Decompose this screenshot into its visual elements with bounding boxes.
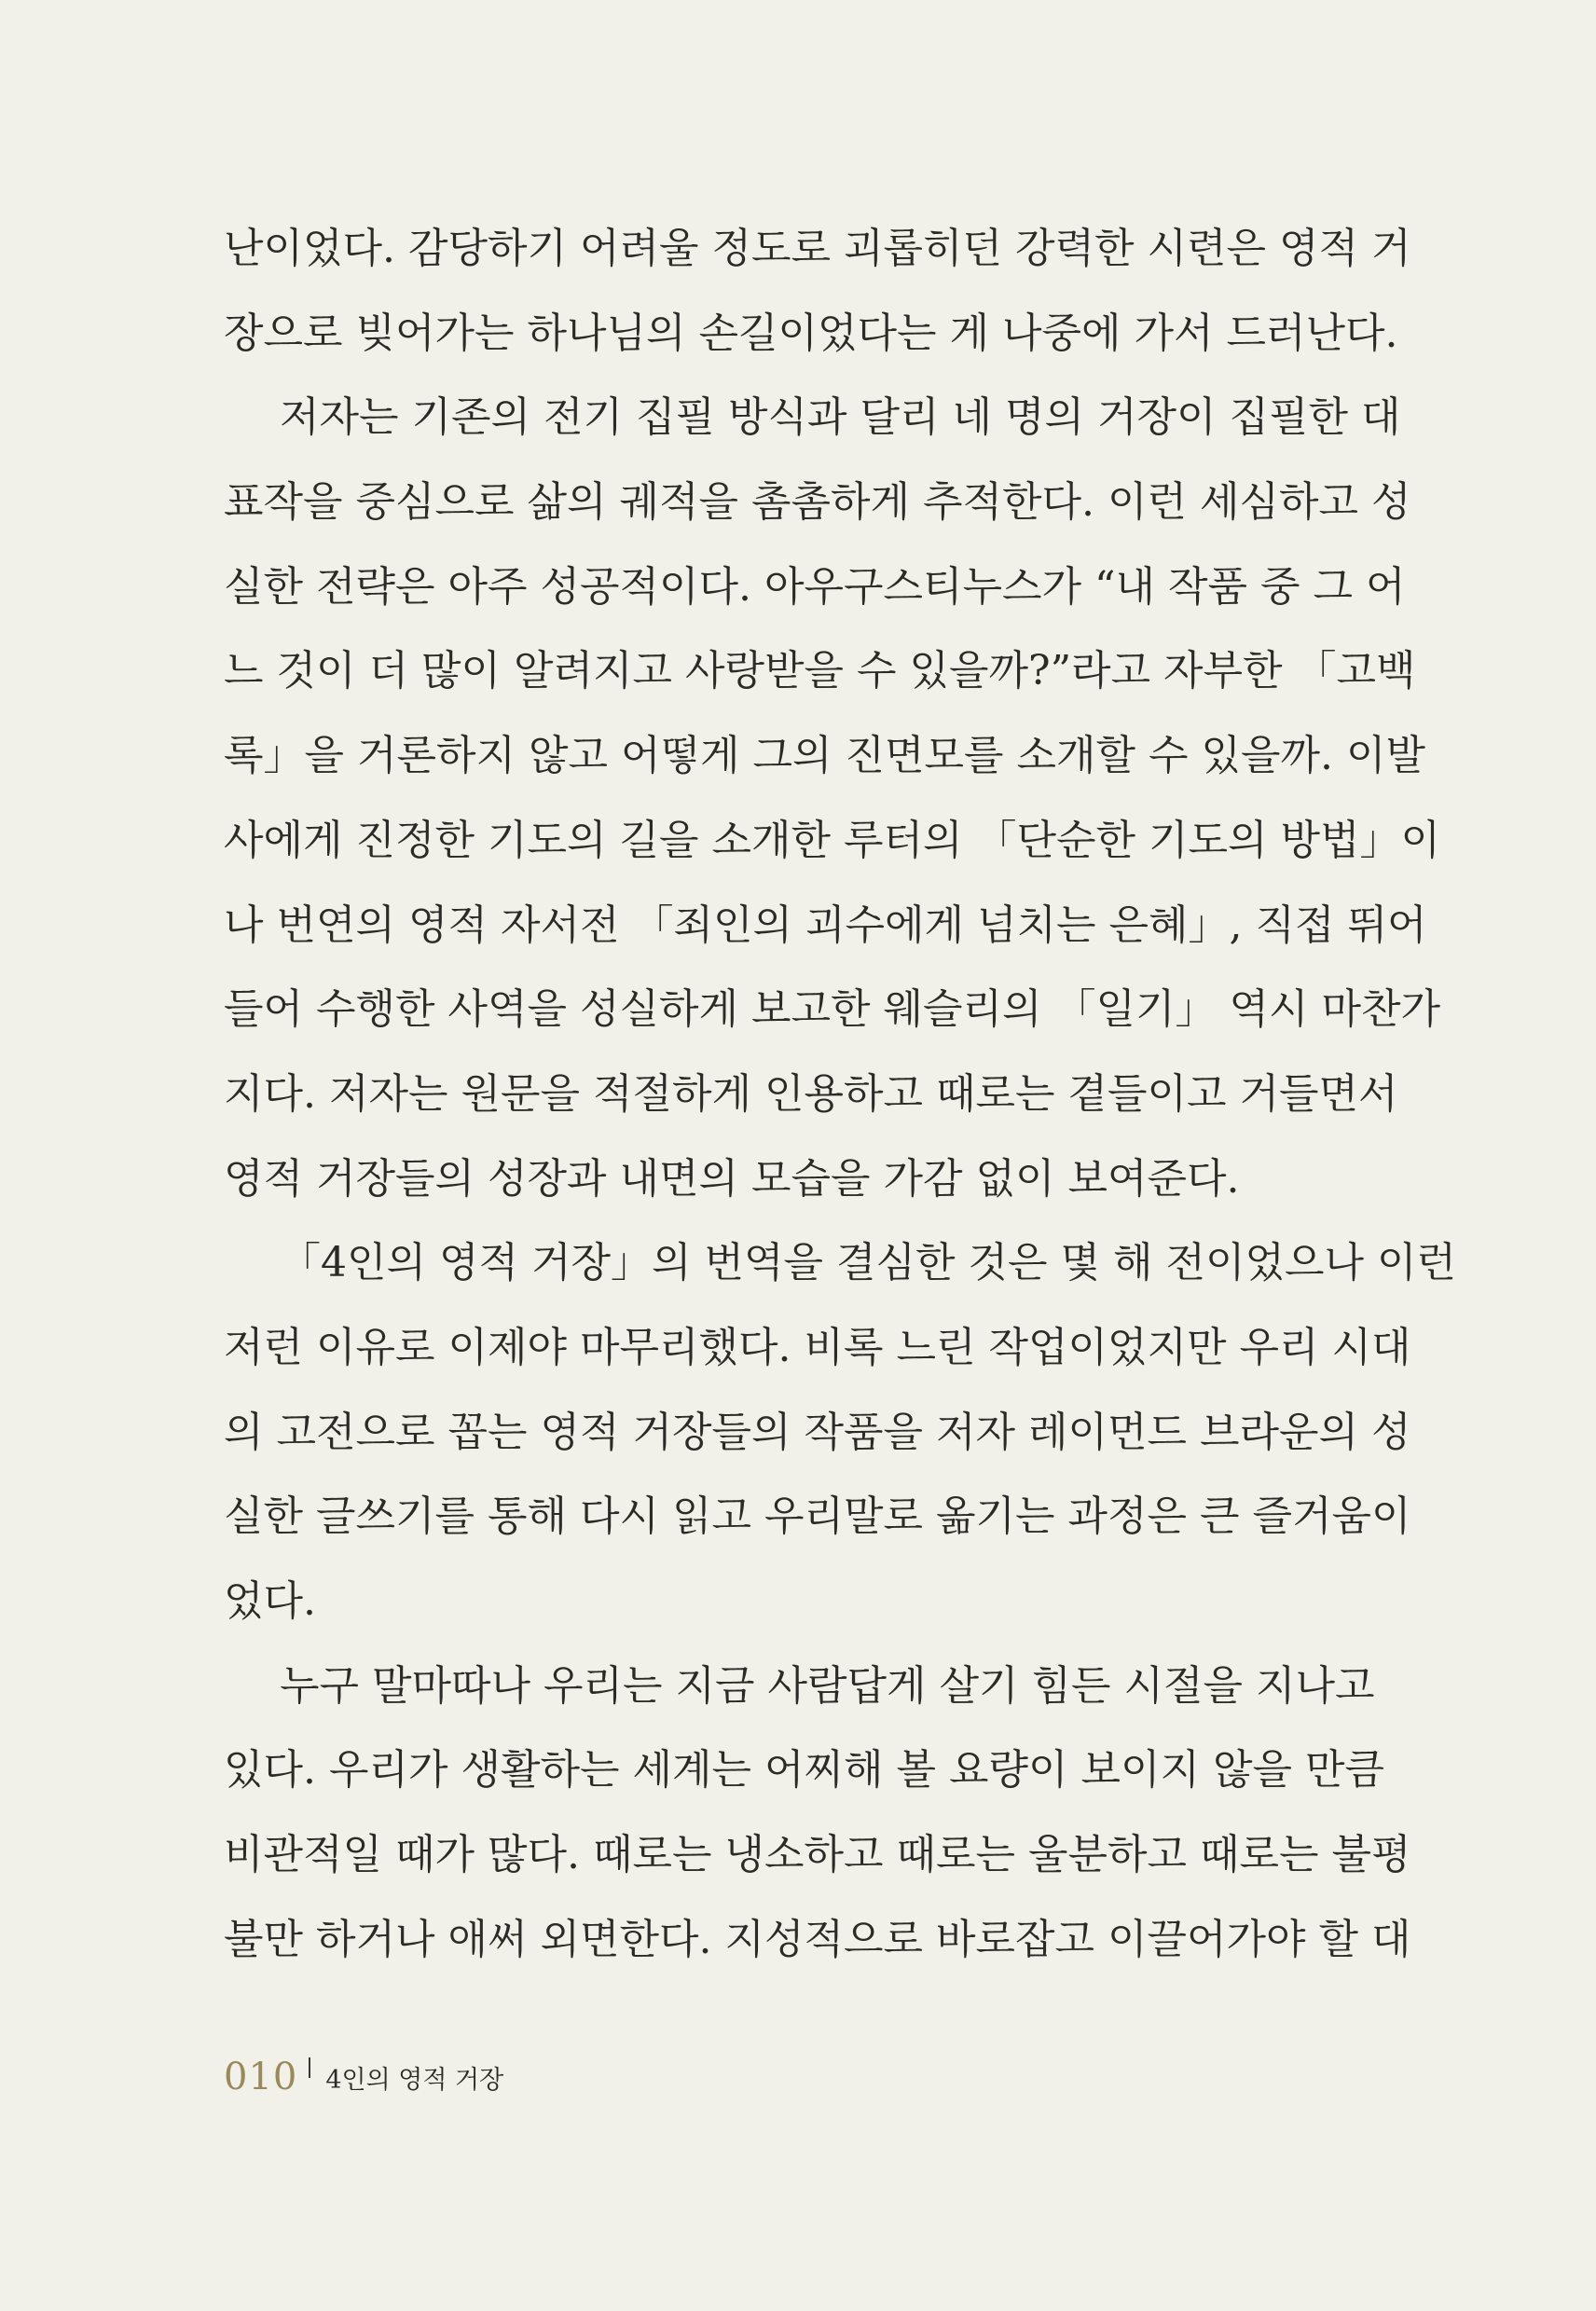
text-line: 「4인의 영적 거장」의 번역을 결심한 것은 몇 해 전이었으나 이런 bbox=[280, 1239, 1456, 1287]
text-line: 표작을 중심으로 삶의 궤적을 촘촘하게 추적한다. 이런 세심하고 성 bbox=[224, 478, 1411, 527]
body-text bbox=[224, 207, 1456, 1982]
text-line: 비관적일 때가 많다. 때로는 냉소하고 때로는 울분하고 때로는 불평 bbox=[224, 1831, 1411, 1879]
text-line: 저런 이유로 이제야 마무리했다. 비록 느린 작업이었지만 우리 시대 bbox=[224, 1323, 1411, 1371]
text-line: 있다. 우리가 생활하는 세계는 어찌해 볼 요량이 보이지 않을 만큼 bbox=[224, 1746, 1384, 1795]
text-line: 불만 하거나 애써 외면한다. 지성적으로 바로잡고 이끌어가야 할 대 bbox=[224, 1915, 1411, 1963]
text-line: 었다. bbox=[224, 1577, 316, 1625]
page-number: 010 bbox=[224, 2056, 298, 2098]
text-line: 록」을 거론하지 않고 어떻게 그의 진면모를 소개할 수 있을까. 이발 bbox=[224, 732, 1425, 780]
text-line: 나 번연의 영적 자서전 「죄인의 괴수에게 넘치는 은혜」, 직접 뛰어 bbox=[224, 901, 1427, 949]
page-footer bbox=[224, 2049, 503, 2105]
text-line: 장으로 빚어가는 하나님의 손길이었다는 게 나중에 가서 드러난다. bbox=[224, 309, 1398, 357]
text-line: 지다. 저자는 원문을 적절하게 인용하고 때로는 곁들이고 거들면서 bbox=[224, 1069, 1398, 1118]
running-title: 4인의 영적 거장 bbox=[325, 2065, 504, 2095]
text-line: 실한 전략은 아주 성공적이다. 아우구스티누스가 “내 작품 중 그 어 bbox=[224, 562, 1406, 611]
text-line: 의 고전으로 꼽는 영적 거장들의 작품을 저자 레이먼드 브라운의 성 bbox=[224, 1408, 1411, 1456]
text-line: 느 것이 더 많이 알려지고 사랑받을 수 있을까?”라고 자부한 「고백 bbox=[224, 647, 1416, 695]
text-line: 실한 글쓰기를 통해 다시 읽고 우리말로 옮기는 과정은 큰 즐거움이 bbox=[224, 1493, 1411, 1541]
text-line: 난이었다. 감당하기 어려울 정도로 괴롭히던 강력한 시련은 영적 거 bbox=[224, 225, 1411, 272]
text-line: 사에게 진정한 기도의 길을 소개한 루터의 「단순한 기도의 방법」이 bbox=[224, 816, 1440, 864]
footer-divider bbox=[309, 2057, 310, 2078]
text-line: 누구 말마따나 우리는 지금 사람답게 살기 힘든 시절을 지나고 bbox=[280, 1661, 1375, 1710]
text-line: 영적 거장들의 성장과 내면의 모습을 가감 없이 보여준다. bbox=[224, 1154, 1240, 1203]
text-line: 들어 수행한 사역을 성실하게 보고한 웨슬리의 「일기」 역시 마찬가 bbox=[224, 985, 1440, 1034]
text-line: 저자는 기존의 전기 집필 방식과 달리 네 명의 거장이 집필한 대 bbox=[280, 393, 1401, 442]
